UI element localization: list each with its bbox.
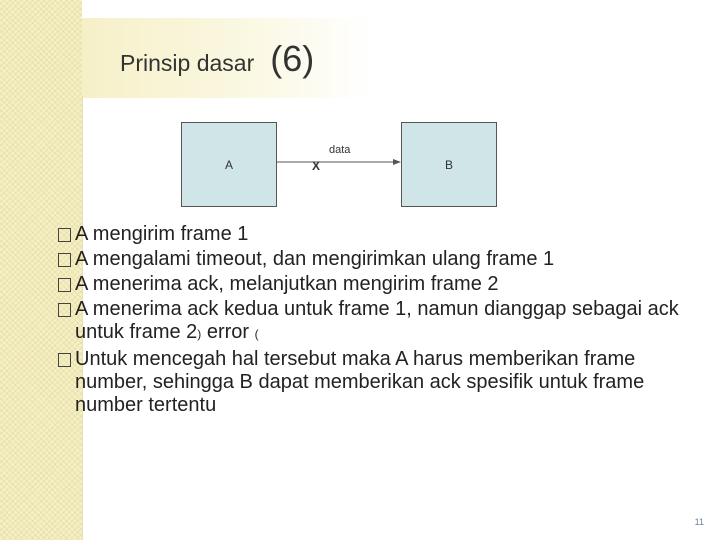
slide-title — [120, 38, 314, 80]
square-bullet-icon — [58, 353, 71, 367]
square-bullet-icon — [58, 253, 71, 267]
list-item: A menerima ack kedua untuk frame 1, namun dianggap sebagai ack untuk frame 2) error ( — [58, 298, 708, 346]
square-bullet-icon — [58, 303, 71, 317]
title-number: (6) — [270, 38, 315, 79]
node-a-label: A — [224, 157, 233, 172]
arrow-label: data — [329, 144, 351, 156]
title-text: Prinsip dasar — [120, 50, 255, 76]
bullet-list — [58, 223, 708, 419]
transmission-diagram — [178, 120, 508, 212]
list-item: Untuk mencegah hal tersebut maka A harus memberikan frame number, sehingga B dapat memberikan ack spesifik untuk frame number tertentu — [58, 348, 708, 417]
node-b-label: B — [444, 157, 453, 172]
square-bullet-icon — [58, 228, 71, 242]
error-x-mark: X — [312, 159, 321, 173]
square-bullet-icon — [58, 278, 71, 292]
list-item: A menerima ack, melanjutkan mengirim frame 2 — [58, 273, 708, 296]
list-item: A mengirim frame 1 — [58, 223, 708, 246]
data-arrow — [178, 120, 508, 212]
page-number: 11 — [694, 517, 704, 527]
list-item: A mengalami timeout, dan mengirimkan ulang frame 1 — [58, 248, 708, 271]
